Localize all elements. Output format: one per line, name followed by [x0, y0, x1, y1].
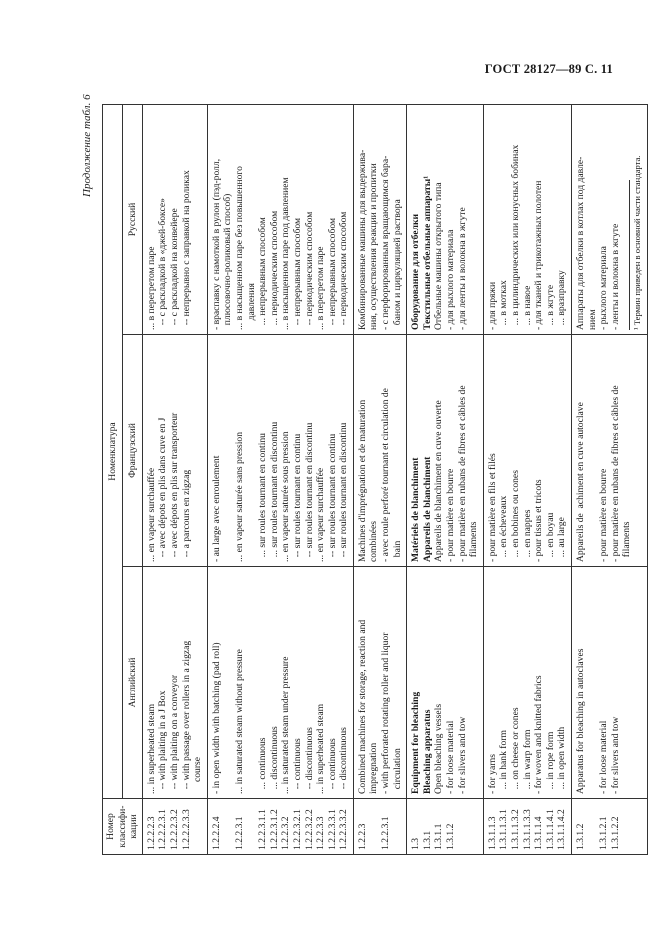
- row-code: 1.3 1.3.1 1.3.1.1 1.3.1.2: [407, 799, 484, 855]
- table-row: [407, 105, 484, 855]
- row-english: ... in superheated steam -- with plaiting in a J Box -- with plaiting on a conveyor -- with passage over rollers in a zigzag course: [142, 567, 207, 799]
- column-header-english: Английский: [122, 567, 142, 799]
- nomenclature-table: [102, 104, 648, 855]
- rotated-table-block: [81, 94, 643, 855]
- table-row: [353, 105, 406, 855]
- row-french: Appareils de blanchiment en cuve ouverte - pour matière en bourre - pour matière en rubans de fibres et câbles de filaments: [433, 385, 480, 562]
- row-russian: Отбельные машины открытого типа - для рыхлого материала - для ленты и волокна в жгуте: [433, 182, 468, 330]
- table-row: [571, 105, 647, 855]
- column-header-french: Французский: [122, 335, 142, 567]
- row-code: 1.3.1.2 1.3.1.2.1 1.3.1.2.2: [571, 799, 647, 855]
- row-russian: Аппараты для отбелки в котлах под давле- нием - рыхлого материала - ленты и волокна в жгуте: [574, 156, 621, 330]
- row-code: 1.2.2.2.4 1.2.2.3.1 1.2.2.3.1.1 1.2.2.3.1.2 1.2.2.3.2 1.2.2.3.2.1 1.2.2.3.2.2 1.2.2.3.3 1.2.2.3.3.1 1.2.2.3.3.2: [207, 799, 353, 855]
- row-english: Apparatus for bleaching in autoclaves - for loose material - for slivers and tow: [571, 567, 647, 799]
- page-header: ГОСТ 28127—89 С. 11: [484, 62, 613, 76]
- row-russian-cell: [407, 105, 484, 335]
- table-row: [207, 105, 353, 855]
- row-french: Appareils de achiment en cuve autoclave - pour matière en bourre - pour matière en rubans de fibres et câbles de filaments: [571, 335, 647, 567]
- row-french: ... en vapeur surchauffée -- avec dépots en plis dans cuve en J -- avec dépots en plis sur transporteur -- a parcours en zigzag: [142, 335, 207, 567]
- section-heading-russian: Оборудование для отбелки Текстильные отбельные аппараты¹: [410, 175, 433, 330]
- row-english: - for yarns ... in hank form ... on cheese or cones ... in warp form - for woven and knitted fabrics ... in rope form ... in open width: [483, 567, 571, 799]
- footnote-divider: [629, 180, 630, 330]
- row-english: Open bleaching vessels - for loose material - for slivers and tow: [433, 703, 468, 794]
- row-russian: Комбинированные машины для выдержива- ния, осуществления реакции и пропитки - с перфорированным вращающимся бара- баном и циркуляцией раствора: [353, 105, 406, 335]
- row-french: - pour matière en fils et filés ... en écheveaux ... en bobines ou cones ... en nappes - pour tissus et tricots ... en boyau ... au large: [483, 335, 571, 567]
- row-code: 1.3.1.1.3 1.3.1.1.3.1 1.3.1.1.3.2 1.3.1.1.3.3 1.3.1.1.4 1.3.1.1.4.1 1.3.1.1.4.2: [483, 799, 571, 855]
- row-code: 1.2.2.3 1.2.2.3.1: [353, 799, 406, 855]
- table-continuation-label: Продолжение табл. 6: [81, 94, 93, 197]
- row-french: Machines d'imprégnation et de maturation combinées - avec roule perforé tournant et circulation de bain: [353, 335, 406, 567]
- row-russian-cell: [571, 105, 647, 335]
- row-russian: - враспавку с намоткой в рулон (пэд-ролл, плюсовочно-роликовый способ) ... в насыщенном паре без повышенного давления ... непрерывным способом ... периодическим способом ... в насыщенном паре под давлением -- непрерывным способом -- периодическим способом ... в перегретом паре -- непрерывным способом -- периодическим способом: [207, 105, 353, 335]
- row-english: - in open width with batching (pad roll) ... in saturated steam without pressure ... continuous ... discontinuous ... in saturated steam under pressure -- continuous -- discontinuous ... in superheated steam -- continuous -- discontinuous: [207, 567, 353, 799]
- table-row: [142, 105, 207, 855]
- section-heading-french: Matériels de blanchiment Appareils de blanchiment: [410, 456, 433, 562]
- column-header-code: Номер классифи- кации: [103, 799, 143, 855]
- table-row: [483, 105, 571, 855]
- row-russian: ... в перегретом паре -- с раскладкой в «джей-боксе» -- с раскладкой на конвейере -- непрерывно с заправкой на роликах: [142, 105, 207, 335]
- footnote: ¹ Термин приведен в основной части стандарта.: [632, 155, 643, 330]
- row-english: Combined machines for storage, reaction and impregnation - with perforated rotating roller and liquor circulation: [353, 567, 406, 799]
- row-russian: - для пряжи ... в мотках ... в цилиндрических или конусных бобинах ... в навое - для тканей и трикотажных полотен ... в жгуте ... вразправку: [483, 105, 571, 335]
- column-header-russian: Русский: [122, 105, 142, 335]
- row-english-cell: [407, 567, 484, 799]
- row-french: - au large avec enroulement ... en vapeur saturée sans pression ... sur roules tournant en continu ... sur roules tournant en discontinu ... en vapeur saturée sous pression -- sur roules tournant en continu -- sur roules tournant en discontinu ... en vapeur surchauffée -- sur roules tournant en continu -- sur roules tournant en discontinu: [207, 335, 353, 567]
- section-heading-english: Equipment for bleaching Bleaching apparatus: [410, 691, 433, 794]
- row-french-cell: [407, 335, 484, 567]
- row-code: 1.2.2.2.3 1.2.2.2.3.1 1.2.2.2.3.2 1.2.2.2.3.3: [142, 799, 207, 855]
- column-header-nomenclature: Номенклатура: [103, 105, 123, 799]
